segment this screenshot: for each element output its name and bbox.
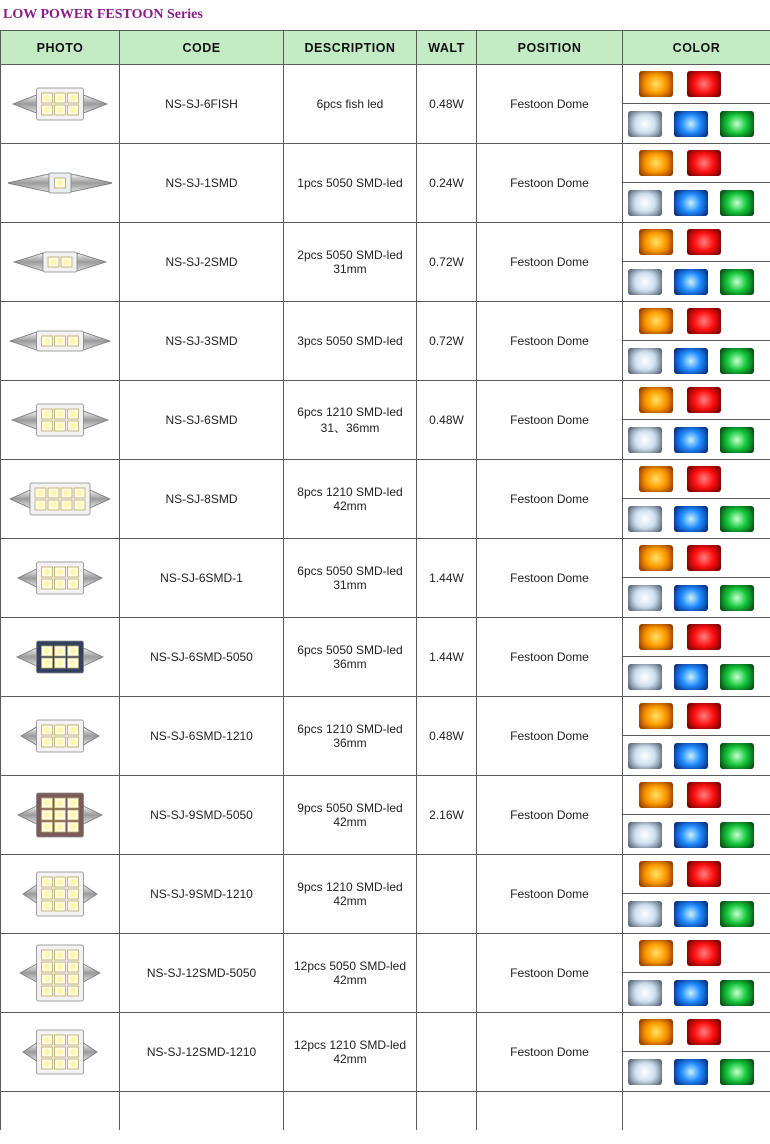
red-led-icon [687,71,721,97]
position-cell: Festoon Dome [477,776,623,855]
empty-row [1,1092,770,1131]
table-row [1,302,770,381]
amber-led-icon [639,861,673,887]
green-led-icon [720,269,754,295]
code-cell: NS-SJ-6FISH [120,65,284,144]
header-row [1,31,770,65]
description-cell [284,539,417,618]
amber-led-icon [639,703,673,729]
blue-led-icon [674,1059,708,1085]
blue-led-icon [674,111,708,137]
empty-cell [477,1092,623,1131]
amber-led-icon [639,71,673,97]
position-cell: Festoon Dome [477,65,623,144]
color-cell [623,65,770,144]
festoon-9smd-5050-icon [8,778,112,852]
table-row [1,697,770,776]
description-cell [284,776,417,855]
table-row [1,223,770,302]
description-size: 31mm [333,262,367,276]
position-cell: Festoon Dome [477,381,623,460]
festoon-6smd-1-icon [8,541,112,615]
table-row [1,934,770,1013]
amber-led-icon [639,387,673,413]
color-cell [623,776,770,855]
position-cell: Festoon Dome [477,618,623,697]
festoon-6smd-1210-icon [8,699,112,773]
description-size: 42mm [333,894,367,908]
red-led-icon [687,861,721,887]
position-cell: Festoon Dome [477,302,623,381]
festoon-6fish-icon [8,67,112,141]
description-cell [284,697,417,776]
red-led-icon [687,150,721,176]
festoon-3smd-icon [8,304,112,378]
code-cell: NS-SJ-12SMD-5050 [120,934,284,1013]
amber-led-icon [639,940,673,966]
description-size: 42mm [333,1052,367,1066]
green-led-icon [720,743,754,769]
header-position: POSITION [477,31,623,65]
red-led-icon [687,308,721,334]
photo-cell [1,855,120,934]
blue-led-icon [674,348,708,374]
position-cell: Festoon Dome [477,144,623,223]
empty-cell [1,1092,120,1131]
walt-cell: 1.44W [417,618,477,697]
color-cell [623,144,770,223]
red-led-icon [687,940,721,966]
photo-cell [1,1013,120,1092]
blue-led-icon [674,743,708,769]
walt-cell: 1.44W [417,539,477,618]
description-size: 42mm [333,499,367,513]
code-cell: NS-SJ-1SMD [120,144,284,223]
table-row [1,460,770,539]
walt-cell: 0.72W [417,223,477,302]
white-led-icon [628,348,662,374]
description-line: 8pcs 1210 SMD-led [297,485,403,499]
green-led-icon [720,585,754,611]
amber-led-icon [639,1019,673,1045]
photo-cell [1,144,120,223]
description-line: 9pcs 1210 SMD-led [297,880,403,894]
blue-led-icon [674,980,708,1006]
photo-cell [1,539,120,618]
blue-led-icon [674,585,708,611]
white-led-icon [628,901,662,927]
color-cell [623,223,770,302]
table-body [1,65,770,1131]
green-led-icon [720,111,754,137]
color-cell [623,1013,770,1092]
festoon-12smd-1210-icon [8,1015,112,1089]
color-cell [623,539,770,618]
blue-led-icon [674,190,708,216]
color-cell [623,381,770,460]
code-cell: NS-SJ-6SMD [120,381,284,460]
blue-led-icon [674,506,708,532]
description-line: 2pcs 5050 SMD-led [297,248,403,262]
photo-cell [1,302,120,381]
blue-led-icon [674,269,708,295]
blue-led-icon [674,822,708,848]
description-size: 36mm [333,736,367,750]
photo-cell [1,934,120,1013]
festoon-6smd-icon [8,383,112,457]
description-line: 3pcs 5050 SMD-led [297,334,403,348]
position-cell: Festoon Dome [477,539,623,618]
color-cell [623,855,770,934]
position-cell: Festoon Dome [477,855,623,934]
red-led-icon [687,703,721,729]
green-led-icon [720,348,754,374]
amber-led-icon [639,150,673,176]
amber-led-icon [639,466,673,492]
white-led-icon [628,269,662,295]
description-line: 6pcs 1210 SMD-led [297,722,403,736]
code-cell: NS-SJ-2SMD [120,223,284,302]
empty-cell [417,1092,477,1131]
description-size: 42mm [333,973,367,987]
white-led-icon [628,980,662,1006]
code-cell: NS-SJ-6SMD-1210 [120,697,284,776]
white-led-icon [628,506,662,532]
white-led-icon [628,743,662,769]
festoon-1smd-icon [8,146,112,220]
green-led-icon [720,901,754,927]
blue-led-icon [674,664,708,690]
description-line: 1pcs 5050 SMD-led [297,176,403,190]
green-led-icon [720,822,754,848]
position-cell: Festoon Dome [477,1013,623,1092]
red-led-icon [687,624,721,650]
white-led-icon [628,1059,662,1085]
walt-cell [417,855,477,934]
position-cell: Festoon Dome [477,460,623,539]
walt-cell: 0.72W [417,302,477,381]
photo-cell [1,618,120,697]
walt-cell [417,934,477,1013]
red-led-icon [687,545,721,571]
red-led-icon [687,466,721,492]
red-led-icon [687,387,721,413]
description-size: 36mm [333,657,367,671]
photo-cell [1,697,120,776]
description-cell [284,144,417,223]
festoon-9smd-1210-icon [8,857,112,931]
white-led-icon [628,190,662,216]
walt-cell [417,1013,477,1092]
green-led-icon [720,190,754,216]
description-line: 12pcs 1210 SMD-led [293,1038,407,1052]
walt-cell: 0.48W [417,381,477,460]
description-line: 6pcs 5050 SMD-led [297,643,403,657]
green-led-icon [720,427,754,453]
walt-cell [417,460,477,539]
walt-cell: 2.16W [417,776,477,855]
code-cell: NS-SJ-12SMD-1210 [120,1013,284,1092]
festoon-8smd-icon [8,462,112,536]
table-row [1,65,770,144]
red-led-icon [687,782,721,808]
white-led-icon [628,585,662,611]
description-cell [284,223,417,302]
position-cell: Festoon Dome [477,697,623,776]
green-led-icon [720,1059,754,1085]
photo-cell [1,776,120,855]
blue-led-icon [674,901,708,927]
header-code: CODE [120,31,284,65]
color-cell [623,302,770,381]
photo-cell [1,65,120,144]
description-line: 6pcs 5050 SMD-led [297,564,403,578]
green-led-icon [720,980,754,1006]
white-led-icon [628,427,662,453]
photo-cell [1,223,120,302]
table-row [1,1013,770,1092]
description-cell [284,934,417,1013]
amber-led-icon [639,624,673,650]
description-cell [284,381,417,460]
red-led-icon [687,229,721,255]
page-title: LOW POWER FESTOON Series [3,7,203,22]
header-color: COLOR [623,31,770,65]
product-table [0,30,770,1130]
table-row [1,776,770,855]
festoon-2smd-icon [8,225,112,299]
green-led-icon [720,664,754,690]
description-line: 12pcs 5050 SMD-led [293,959,407,973]
photo-cell [1,460,120,539]
white-led-icon [628,111,662,137]
color-cell [623,697,770,776]
code-cell: NS-SJ-6SMD-1 [120,539,284,618]
code-cell: NS-SJ-8SMD [120,460,284,539]
festoon-12smd-5050-icon [8,936,112,1010]
description-cell [284,460,417,539]
table-row [1,144,770,223]
festoon-6smd-5050-icon [8,620,112,694]
code-cell: NS-SJ-9SMD-5050 [120,776,284,855]
description-cell [284,302,417,381]
walt-cell: 0.24W [417,144,477,223]
description-cell [284,855,417,934]
code-cell: NS-SJ-6SMD-5050 [120,618,284,697]
table-row [1,539,770,618]
description-line: 6pcs 1210 SMD-led [297,404,403,419]
blue-led-icon [674,427,708,453]
description-line: 6pcs fish led [316,97,384,111]
green-led-icon [720,506,754,532]
position-cell: Festoon Dome [477,223,623,302]
header-photo: PHOTO [1,31,120,65]
description-cell [284,1013,417,1092]
photo-cell [1,381,120,460]
color-cell [623,934,770,1013]
position-cell: Festoon Dome [477,934,623,1013]
color-cell [623,618,770,697]
empty-cell [284,1092,417,1131]
amber-led-icon [639,545,673,571]
amber-led-icon [639,308,673,334]
walt-cell: 0.48W [417,697,477,776]
header-walt: WALT [417,31,477,65]
table-row [1,381,770,460]
walt-cell: 0.48W [417,65,477,144]
red-led-icon [687,1019,721,1045]
description-cell [284,618,417,697]
color-cell [623,460,770,539]
amber-led-icon [639,782,673,808]
description-size: 31mm [333,578,367,592]
description-cell [284,65,417,144]
header-description: DESCRIPTION [284,31,417,65]
white-led-icon [628,664,662,690]
code-cell: NS-SJ-9SMD-1210 [120,855,284,934]
white-led-icon [628,822,662,848]
description-size: 42mm [333,815,367,829]
table-row [1,618,770,697]
description-size: 31、36mm [320,420,380,435]
code-cell: NS-SJ-3SMD [120,302,284,381]
empty-cell [623,1092,770,1131]
table-row [1,855,770,934]
empty-cell [120,1092,284,1131]
amber-led-icon [639,229,673,255]
description-line: 9pcs 5050 SMD-led [297,801,403,815]
